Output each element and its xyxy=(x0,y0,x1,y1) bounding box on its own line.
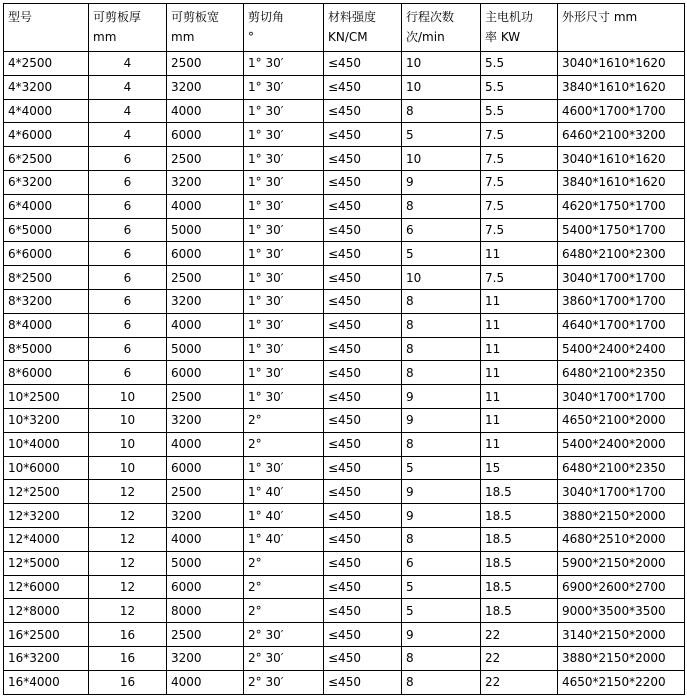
cell-width: 2500 xyxy=(167,480,244,504)
cell-width: 3200 xyxy=(167,504,244,528)
cell-motor-power: 7.5 xyxy=(481,266,558,290)
cell-stroke-count: 9 xyxy=(402,480,481,504)
cell-motor-power: 18.5 xyxy=(481,599,558,623)
cell-dimensions: 4600*1700*1700 xyxy=(558,99,685,123)
cell-stroke-count: 5 xyxy=(402,123,481,147)
cell-motor-power: 7.5 xyxy=(481,194,558,218)
cell-material-strength: ≤450 xyxy=(324,194,402,218)
cell-width: 8000 xyxy=(167,599,244,623)
table-row xyxy=(4,599,685,623)
cell-dimensions: 3880*2150*2000 xyxy=(558,504,685,528)
cell-stroke-count: 8 xyxy=(402,194,481,218)
table-row xyxy=(4,646,685,670)
cell-shear-angle: 2° xyxy=(244,575,324,599)
cell-thickness: 4 xyxy=(89,52,167,76)
table-row xyxy=(4,456,685,480)
cell-shear-angle: 2° 30′ xyxy=(244,623,324,647)
cell-width: 6000 xyxy=(167,575,244,599)
cell-material-strength: ≤450 xyxy=(324,99,402,123)
cell-thickness: 10 xyxy=(89,385,167,409)
cell-model: 12*4000 xyxy=(4,527,89,551)
cell-thickness: 6 xyxy=(89,218,167,242)
cell-motor-power: 22 xyxy=(481,670,558,694)
cell-motor-power: 11 xyxy=(481,385,558,409)
cell-dimensions: 5400*2400*2400 xyxy=(558,337,685,361)
cell-stroke-count: 6 xyxy=(402,551,481,575)
cell-model: 10*6000 xyxy=(4,456,89,480)
cell-material-strength: ≤450 xyxy=(324,646,402,670)
cell-motor-power: 11 xyxy=(481,408,558,432)
cell-width: 4000 xyxy=(167,527,244,551)
cell-thickness: 10 xyxy=(89,432,167,456)
cell-dimensions: 4640*1700*1700 xyxy=(558,313,685,337)
cell-material-strength: ≤450 xyxy=(324,504,402,528)
cell-dimensions: 9000*3500*3500 xyxy=(558,599,685,623)
cell-dimensions: 5400*1750*1700 xyxy=(558,218,685,242)
cell-model: 6*2500 xyxy=(4,147,89,171)
cell-material-strength: ≤450 xyxy=(324,480,402,504)
cell-width: 6000 xyxy=(167,242,244,266)
cell-width: 4000 xyxy=(167,99,244,123)
cell-thickness: 10 xyxy=(89,408,167,432)
cell-model: 6*3200 xyxy=(4,170,89,194)
cell-material-strength: ≤450 xyxy=(324,337,402,361)
cell-thickness: 12 xyxy=(89,480,167,504)
cell-material-strength: ≤450 xyxy=(324,242,402,266)
cell-shear-angle: 1° 30′ xyxy=(244,266,324,290)
cell-thickness: 4 xyxy=(89,75,167,99)
cell-dimensions: 4680*2510*2000 xyxy=(558,527,685,551)
cell-dimensions: 3040*1700*1700 xyxy=(558,480,685,504)
cell-shear-angle: 1° 30′ xyxy=(244,361,324,385)
cell-material-strength: ≤450 xyxy=(324,123,402,147)
header-model: 型号 xyxy=(4,4,89,52)
cell-stroke-count: 8 xyxy=(402,361,481,385)
cell-thickness: 6 xyxy=(89,361,167,385)
cell-motor-power: 18.5 xyxy=(481,527,558,551)
cell-thickness: 16 xyxy=(89,646,167,670)
table-row xyxy=(4,123,685,147)
cell-shear-angle: 1° 30′ xyxy=(244,289,324,313)
cell-dimensions: 3040*1610*1620 xyxy=(558,147,685,171)
cell-motor-power: 15 xyxy=(481,456,558,480)
cell-motor-power: 18.5 xyxy=(481,575,558,599)
cell-material-strength: ≤450 xyxy=(324,408,402,432)
cell-shear-angle: 1° 30′ xyxy=(244,170,324,194)
cell-stroke-count: 8 xyxy=(402,527,481,551)
cell-shear-angle: 1° 30′ xyxy=(244,218,324,242)
cell-motor-power: 11 xyxy=(481,361,558,385)
cell-width: 2500 xyxy=(167,266,244,290)
cell-shear-angle: 1° 30′ xyxy=(244,242,324,266)
cell-dimensions: 6900*2600*2700 xyxy=(558,575,685,599)
cell-model: 12*2500 xyxy=(4,480,89,504)
cell-dimensions: 3840*1610*1620 xyxy=(558,170,685,194)
table-row xyxy=(4,170,685,194)
spec-table xyxy=(3,3,685,695)
cell-thickness: 12 xyxy=(89,504,167,528)
cell-motor-power: 5.5 xyxy=(481,52,558,76)
table-row xyxy=(4,337,685,361)
cell-dimensions: 3840*1610*1620 xyxy=(558,75,685,99)
cell-thickness: 6 xyxy=(89,266,167,290)
cell-width: 4000 xyxy=(167,670,244,694)
cell-material-strength: ≤450 xyxy=(324,575,402,599)
cell-dimensions: 4620*1750*1700 xyxy=(558,194,685,218)
cell-thickness: 6 xyxy=(89,313,167,337)
cell-motor-power: 11 xyxy=(481,432,558,456)
table-row xyxy=(4,527,685,551)
cell-material-strength: ≤450 xyxy=(324,456,402,480)
table-row xyxy=(4,289,685,313)
cell-width: 2500 xyxy=(167,385,244,409)
cell-stroke-count: 8 xyxy=(402,670,481,694)
cell-shear-angle: 1° 40′ xyxy=(244,504,324,528)
header-motor-power: 主电机功 率 KW xyxy=(481,4,558,52)
cell-model: 10*2500 xyxy=(4,385,89,409)
cell-width: 3200 xyxy=(167,408,244,432)
table-row xyxy=(4,670,685,694)
table-row xyxy=(4,361,685,385)
cell-material-strength: ≤450 xyxy=(324,432,402,456)
cell-dimensions: 3040*1700*1700 xyxy=(558,385,685,409)
cell-dimensions: 6480*2100*2300 xyxy=(558,242,685,266)
cell-dimensions: 6460*2100*3200 xyxy=(558,123,685,147)
cell-thickness: 12 xyxy=(89,575,167,599)
cell-motor-power: 22 xyxy=(481,623,558,647)
table-row xyxy=(4,623,685,647)
cell-stroke-count: 9 xyxy=(402,385,481,409)
cell-dimensions: 3880*2150*2000 xyxy=(558,646,685,670)
cell-stroke-count: 9 xyxy=(402,504,481,528)
cell-model: 6*4000 xyxy=(4,194,89,218)
cell-thickness: 6 xyxy=(89,194,167,218)
table-row xyxy=(4,242,685,266)
cell-shear-angle: 1° 40′ xyxy=(244,480,324,504)
cell-shear-angle: 1° 30′ xyxy=(244,385,324,409)
cell-stroke-count: 10 xyxy=(402,147,481,171)
cell-motor-power: 7.5 xyxy=(481,147,558,171)
cell-stroke-count: 8 xyxy=(402,432,481,456)
table-row xyxy=(4,99,685,123)
cell-material-strength: ≤450 xyxy=(324,313,402,337)
cell-width: 2500 xyxy=(167,52,244,76)
cell-shear-angle: 2° 30′ xyxy=(244,646,324,670)
cell-material-strength: ≤450 xyxy=(324,266,402,290)
cell-stroke-count: 10 xyxy=(402,52,481,76)
cell-shear-angle: 2° xyxy=(244,551,324,575)
table-row xyxy=(4,385,685,409)
header-stroke-count: 行程次数 次/min xyxy=(402,4,481,52)
cell-width: 6000 xyxy=(167,361,244,385)
cell-stroke-count: 10 xyxy=(402,75,481,99)
cell-material-strength: ≤450 xyxy=(324,218,402,242)
cell-stroke-count: 6 xyxy=(402,218,481,242)
cell-motor-power: 18.5 xyxy=(481,504,558,528)
cell-width: 2500 xyxy=(167,623,244,647)
cell-width: 4000 xyxy=(167,313,244,337)
table-row xyxy=(4,52,685,76)
cell-thickness: 6 xyxy=(89,147,167,171)
cell-material-strength: ≤450 xyxy=(324,289,402,313)
cell-shear-angle: 2° 30′ xyxy=(244,670,324,694)
cell-width: 3200 xyxy=(167,289,244,313)
cell-model: 16*3200 xyxy=(4,646,89,670)
header-thickness: 可剪板厚 mm xyxy=(89,4,167,52)
cell-stroke-count: 8 xyxy=(402,289,481,313)
cell-motor-power: 5.5 xyxy=(481,75,558,99)
cell-motor-power: 5.5 xyxy=(481,99,558,123)
cell-motor-power: 22 xyxy=(481,646,558,670)
cell-width: 3200 xyxy=(167,75,244,99)
cell-stroke-count: 8 xyxy=(402,313,481,337)
cell-material-strength: ≤450 xyxy=(324,599,402,623)
cell-thickness: 12 xyxy=(89,599,167,623)
cell-model: 8*5000 xyxy=(4,337,89,361)
cell-thickness: 4 xyxy=(89,99,167,123)
cell-thickness: 10 xyxy=(89,456,167,480)
table-row xyxy=(4,408,685,432)
cell-thickness: 6 xyxy=(89,337,167,361)
cell-material-strength: ≤450 xyxy=(324,623,402,647)
cell-shear-angle: 1° 30′ xyxy=(244,123,324,147)
cell-width: 4000 xyxy=(167,432,244,456)
cell-model: 16*2500 xyxy=(4,623,89,647)
cell-motor-power: 18.5 xyxy=(481,551,558,575)
cell-shear-angle: 1° 30′ xyxy=(244,75,324,99)
cell-stroke-count: 8 xyxy=(402,646,481,670)
header-width: 可剪板宽 mm xyxy=(167,4,244,52)
cell-shear-angle: 2° xyxy=(244,599,324,623)
table-row xyxy=(4,266,685,290)
cell-dimensions: 6480*2100*2350 xyxy=(558,456,685,480)
cell-stroke-count: 5 xyxy=(402,599,481,623)
cell-shear-angle: 2° xyxy=(244,408,324,432)
cell-width: 6000 xyxy=(167,456,244,480)
cell-width: 3200 xyxy=(167,646,244,670)
table-row xyxy=(4,194,685,218)
header-material-strength: 材料强度 KN/CM xyxy=(324,4,402,52)
cell-dimensions: 3040*1700*1700 xyxy=(558,266,685,290)
cell-model: 8*3200 xyxy=(4,289,89,313)
cell-material-strength: ≤450 xyxy=(324,551,402,575)
cell-shear-angle: 1° 30′ xyxy=(244,194,324,218)
cell-motor-power: 7.5 xyxy=(481,123,558,147)
cell-model: 8*4000 xyxy=(4,313,89,337)
cell-thickness: 12 xyxy=(89,551,167,575)
cell-width: 5000 xyxy=(167,218,244,242)
cell-thickness: 12 xyxy=(89,527,167,551)
cell-dimensions: 3040*1610*1620 xyxy=(558,52,685,76)
cell-stroke-count: 5 xyxy=(402,575,481,599)
cell-motor-power: 7.5 xyxy=(481,170,558,194)
cell-material-strength: ≤450 xyxy=(324,670,402,694)
cell-dimensions: 3140*2150*2000 xyxy=(558,623,685,647)
cell-model: 12*5000 xyxy=(4,551,89,575)
table-row xyxy=(4,147,685,171)
cell-shear-angle: 1° 30′ xyxy=(244,52,324,76)
cell-dimensions: 4650*2150*2200 xyxy=(558,670,685,694)
cell-dimensions: 5400*2400*2000 xyxy=(558,432,685,456)
cell-model: 8*2500 xyxy=(4,266,89,290)
cell-motor-power: 11 xyxy=(481,337,558,361)
table-row xyxy=(4,218,685,242)
cell-stroke-count: 9 xyxy=(402,623,481,647)
cell-model: 6*5000 xyxy=(4,218,89,242)
table-body xyxy=(4,52,685,695)
cell-dimensions: 6480*2100*2350 xyxy=(558,361,685,385)
cell-material-strength: ≤450 xyxy=(324,147,402,171)
cell-motor-power: 11 xyxy=(481,242,558,266)
cell-shear-angle: 1° 30′ xyxy=(244,99,324,123)
table-row xyxy=(4,75,685,99)
cell-shear-angle: 1° 40′ xyxy=(244,527,324,551)
cell-material-strength: ≤450 xyxy=(324,75,402,99)
cell-model: 12*3200 xyxy=(4,504,89,528)
cell-material-strength: ≤450 xyxy=(324,385,402,409)
cell-shear-angle: 1° 30′ xyxy=(244,337,324,361)
table-row xyxy=(4,432,685,456)
cell-width: 2500 xyxy=(167,147,244,171)
cell-thickness: 6 xyxy=(89,242,167,266)
cell-model: 4*4000 xyxy=(4,99,89,123)
cell-model: 6*6000 xyxy=(4,242,89,266)
cell-model: 4*2500 xyxy=(4,52,89,76)
cell-motor-power: 7.5 xyxy=(481,218,558,242)
cell-model: 12*8000 xyxy=(4,599,89,623)
cell-width: 6000 xyxy=(167,123,244,147)
cell-motor-power: 18.5 xyxy=(481,480,558,504)
cell-stroke-count: 8 xyxy=(402,99,481,123)
cell-material-strength: ≤450 xyxy=(324,170,402,194)
cell-width: 5000 xyxy=(167,337,244,361)
cell-dimensions: 4650*2100*2000 xyxy=(558,408,685,432)
table-row xyxy=(4,575,685,599)
cell-stroke-count: 8 xyxy=(402,337,481,361)
table-row xyxy=(4,504,685,528)
header-shear-angle: 剪切角 ° xyxy=(244,4,324,52)
cell-shear-angle: 1° 30′ xyxy=(244,147,324,171)
cell-model: 16*4000 xyxy=(4,670,89,694)
header-dimensions: 外形尺寸 mm xyxy=(558,4,685,52)
cell-width: 5000 xyxy=(167,551,244,575)
table-row xyxy=(4,480,685,504)
cell-motor-power: 11 xyxy=(481,313,558,337)
cell-stroke-count: 9 xyxy=(402,170,481,194)
cell-width: 4000 xyxy=(167,194,244,218)
cell-width: 3200 xyxy=(167,170,244,194)
cell-dimensions: 3860*1700*1700 xyxy=(558,289,685,313)
cell-model: 4*3200 xyxy=(4,75,89,99)
cell-thickness: 16 xyxy=(89,670,167,694)
cell-stroke-count: 9 xyxy=(402,408,481,432)
cell-material-strength: ≤450 xyxy=(324,527,402,551)
cell-stroke-count: 5 xyxy=(402,456,481,480)
cell-dimensions: 5900*2150*2000 xyxy=(558,551,685,575)
table-row xyxy=(4,551,685,575)
cell-model: 10*4000 xyxy=(4,432,89,456)
cell-model: 4*6000 xyxy=(4,123,89,147)
cell-shear-angle: 2° xyxy=(244,432,324,456)
cell-model: 10*3200 xyxy=(4,408,89,432)
cell-material-strength: ≤450 xyxy=(324,361,402,385)
cell-motor-power: 11 xyxy=(481,289,558,313)
cell-thickness: 4 xyxy=(89,123,167,147)
cell-model: 12*6000 xyxy=(4,575,89,599)
cell-stroke-count: 5 xyxy=(402,242,481,266)
cell-thickness: 6 xyxy=(89,170,167,194)
cell-thickness: 6 xyxy=(89,289,167,313)
table-row xyxy=(4,313,685,337)
cell-model: 8*6000 xyxy=(4,361,89,385)
cell-material-strength: ≤450 xyxy=(324,52,402,76)
header-row xyxy=(4,4,685,52)
cell-thickness: 16 xyxy=(89,623,167,647)
cell-stroke-count: 10 xyxy=(402,266,481,290)
cell-shear-angle: 1° 30′ xyxy=(244,456,324,480)
cell-shear-angle: 1° 30′ xyxy=(244,313,324,337)
